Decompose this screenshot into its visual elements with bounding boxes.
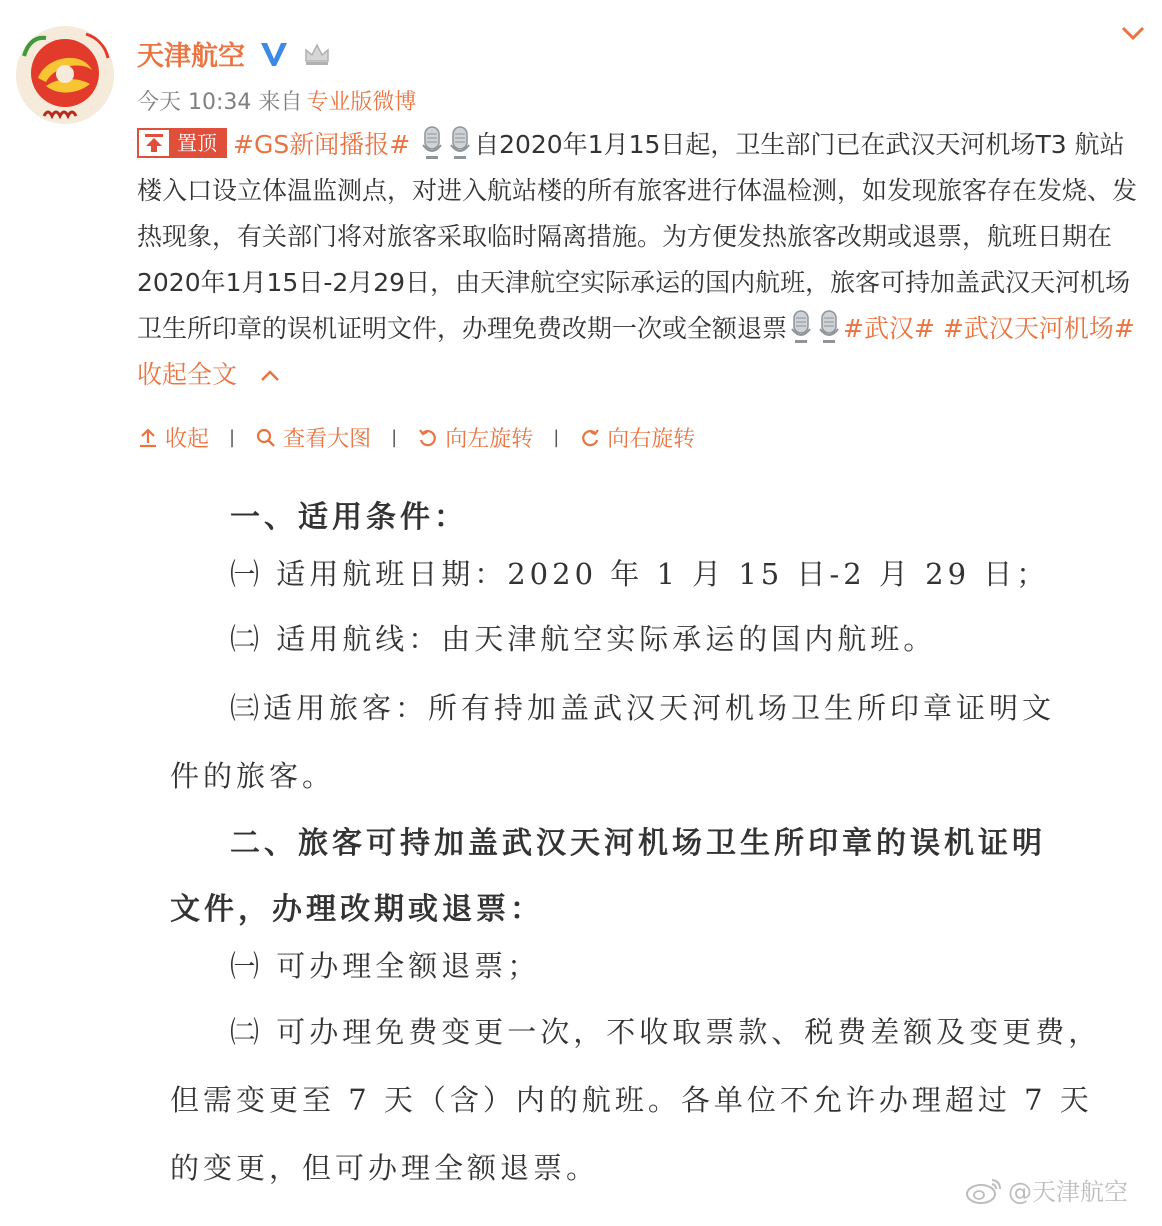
collapse-label: 收起	[165, 427, 210, 452]
hashtag-wuhan-airport[interactable]: #武汉天河机场#	[942, 314, 1135, 343]
toolbar-separator: |	[229, 427, 236, 448]
image-toolbar	[137, 422, 695, 453]
rotate-left-button[interactable]	[417, 422, 533, 453]
post-time[interactable]: 今天 10:34	[137, 90, 252, 115]
username-row	[137, 34, 331, 73]
watermark	[964, 1172, 1128, 1207]
doc-heading-2-cont: 文件，办理改期或退票：	[170, 892, 544, 927]
hashtag-gs-news[interactable]: #GS新闻播报#	[233, 130, 411, 159]
rotate-right-icon	[579, 427, 601, 449]
rotate-right-label: 向右旋转	[607, 427, 696, 452]
doc-item-refund: ㈠ 可办理全额退票；	[230, 949, 541, 983]
post-source[interactable]: 专业版微博	[306, 90, 417, 115]
magnifier-icon	[255, 427, 277, 449]
doc-item-passengers: ㈢适用旅客：所有持加盖武汉天河机场卫生所印章证明文	[230, 691, 1056, 725]
hashtag-wuhan[interactable]: #武汉#	[843, 314, 935, 343]
doc-item-flight-dates: ㈠ 适用航班日期：2020 年 1 月 15 日-2 月 29 日；	[230, 557, 1050, 591]
doc-item-change-cont2: 的变更，但可办理全额退票。	[170, 1151, 600, 1185]
watermark-text: @天津航空	[1008, 1178, 1128, 1206]
view-large-label: 查看大图	[283, 427, 372, 452]
chevron-down-icon[interactable]	[1120, 22, 1146, 44]
rotate-left-label: 向左旋转	[445, 427, 534, 452]
doc-heading-2: 二、旅客可持加盖武汉天河机场卫生所印章的误机证明	[230, 826, 1046, 861]
tianjin-airlines-logo-icon	[16, 26, 114, 124]
collapse-button[interactable]	[137, 422, 209, 453]
weibo-logo-icon	[964, 1175, 1004, 1205]
pin-top-icon	[139, 130, 169, 156]
microphone-icon	[817, 309, 841, 345]
doc-item-change-cont: 但需变更至 7 天（含）内的航班。各单位不允许办理超过 7 天	[170, 1083, 1093, 1117]
notice-document-image[interactable]	[140, 478, 1130, 1206]
chevron-up-icon	[259, 368, 281, 384]
doc-item-change: ㈡ 可办理免费变更一次，不收取票款、税费差额及变更费，	[230, 1015, 1102, 1049]
collapse-full-text-link[interactable]	[137, 360, 281, 389]
microphone-icon	[420, 125, 444, 161]
doc-heading-1: 一、适用条件：	[230, 500, 468, 535]
post-text-body: T3 航站楼入口设立体温监测点，对进入航站楼的所有旅客进行体温检测，如发现旅客存在发烧、发热现象，有关部门将对旅客采取临时隔离措施。为方便发热旅客改期或退票，航班日期在2020年1月15日-2月29日，由天津航空实际承运的国内航班，旅客可持加盖武汉天河机场卫生所印章的误机证明文件，办理免费改期一次或全额退票	[137, 130, 1138, 343]
rotate-left-icon	[417, 427, 439, 449]
microphone-icon	[448, 125, 472, 161]
doc-item-passengers-cont: 件的旅客。	[170, 759, 336, 793]
from-label: 来自	[258, 90, 303, 115]
post-meta	[137, 85, 416, 116]
username[interactable]: 天津航空	[137, 41, 245, 72]
avatar[interactable]	[16, 26, 114, 124]
collapse-full-text-label: 收起全文	[137, 360, 238, 389]
doc-item-routes: ㈡ 适用航线：由天津航空实际承运的国内航班。	[230, 622, 937, 656]
toolbar-separator: |	[391, 427, 398, 448]
crown-icon[interactable]	[303, 41, 331, 67]
pin-label: 置顶	[169, 130, 225, 156]
verified-icon[interactable]	[259, 39, 289, 69]
rotate-right-button[interactable]	[579, 422, 695, 453]
microphone-icon	[789, 309, 813, 345]
upload-arrow-icon	[137, 427, 159, 449]
post-text	[137, 122, 1137, 398]
post-text-line1: 自2020年1月15日起，卫生部门已在武汉天河机场	[474, 130, 1036, 159]
toolbar-separator: |	[553, 427, 560, 448]
pin-badge	[137, 128, 227, 158]
view-large-button[interactable]	[255, 422, 371, 453]
